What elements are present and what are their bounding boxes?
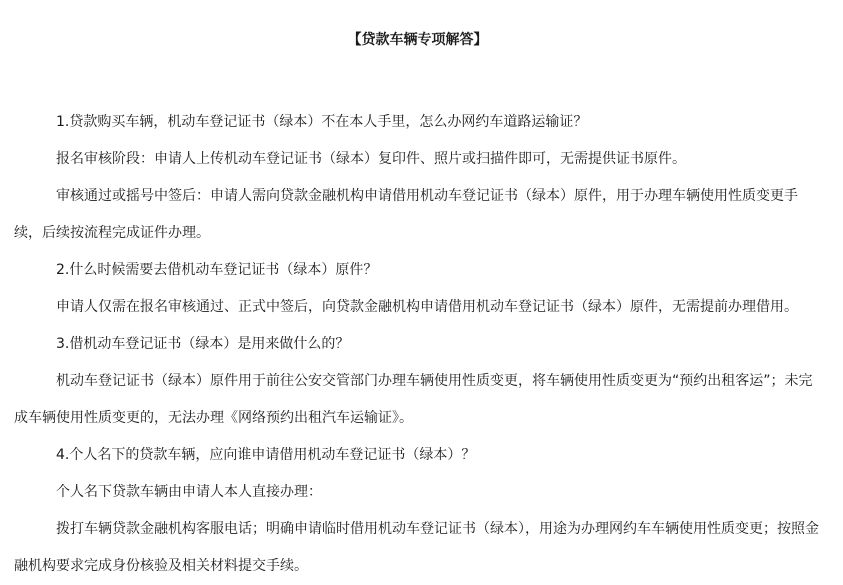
answer-3: 机动车登记证书（绿本）原件用于前往公安交管部门办理车辆使用性质变更，将车辆使用性质变更为“预约出租客运”；未完成车辆使用性质变更的，无法办理《网络预约出租汽车运输证》。 (14, 373, 813, 426)
question-3: 3.借机动车登记证书（绿本）是用来做什么的？ (56, 336, 350, 352)
answer-4-steps: 拨打车辆贷款金融机构客服电话；明确申请临时借用机动车登记证书（绿本），用途为办理网约车车辆使用性质变更；按照金融机构要求完成身份核验及相关材料提交手续。 (14, 521, 819, 574)
answer-1-registration-stage: 报名审核阶段：申请人上传机动车登记证书（绿本）复印件、照片或扫描件即可，无需提供证书原件。 (56, 151, 686, 167)
answer-1-after-approval: 审核通过或摇号中签后：申请人需向贷款金融机构申请借用机动车登记证书（绿本）原件，用于办理车辆使用性质变更手续，后续按流程完成证件办理。 (14, 188, 798, 241)
answer-4-intro: 个人名下贷款车辆由申请人本人直接办理： (56, 484, 322, 500)
question-4: 4.个人名下的贷款车辆，应向谁申请借用机动车登记证书（绿本）？ (56, 447, 476, 463)
answer-2: 申请人仅需在报名审核通过、正式中签后，向贷款金融机构申请借用机动车登记证书（绿本）原件，无需提前办理借用。 (56, 299, 798, 315)
question-1: 1.贷款购买车辆，机动车登记证书（绿本）不在本人手里，怎么办网约车道路运输证？ (56, 114, 588, 130)
question-2: 2.什么时候需要去借机动车登记证书（绿本）原件？ (56, 262, 378, 278)
document-body (14, 104, 821, 585)
document-title: 【贷款车辆专项解答】 (347, 32, 488, 48)
